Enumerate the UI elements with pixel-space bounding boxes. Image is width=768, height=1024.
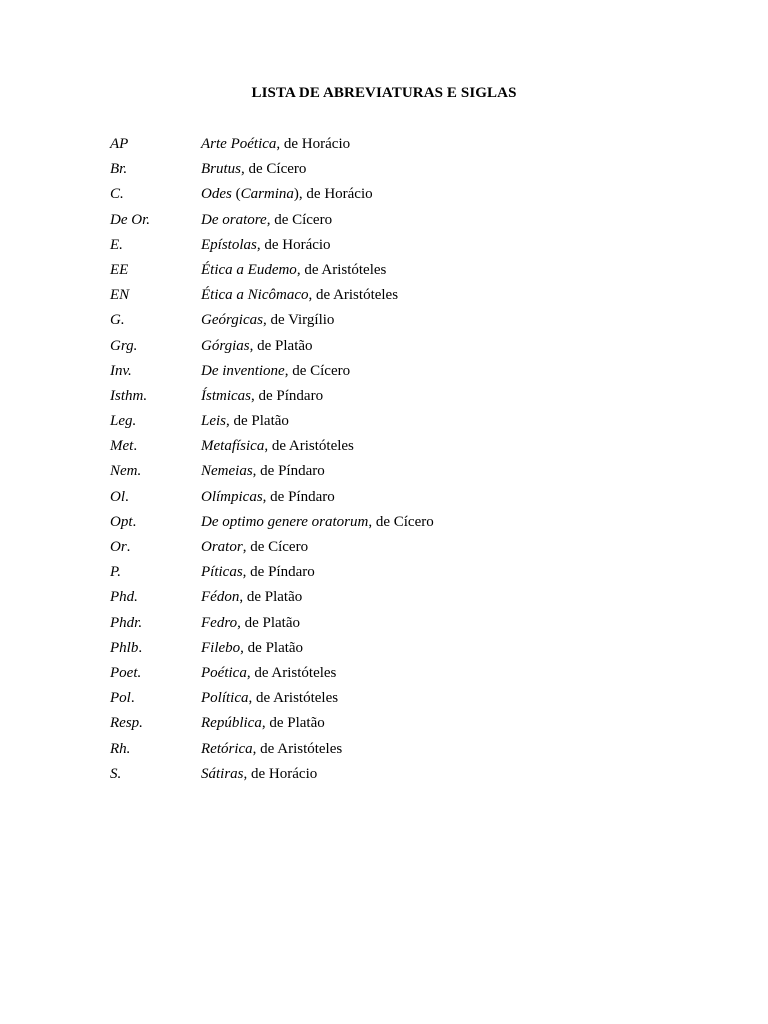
work-author: , de Horácio	[276, 136, 351, 152]
work-title: Arte Poética	[201, 136, 277, 152]
list-item	[110, 462, 670, 487]
work-author: , de Cícero	[266, 211, 333, 228]
work-title: De oratore	[201, 211, 267, 228]
work-description	[201, 362, 350, 387]
abbreviation-text: Nem.	[110, 463, 142, 480]
work-author: , de Horácio	[243, 765, 318, 782]
abbreviation	[110, 437, 201, 462]
abbreviation-text: P.	[110, 564, 121, 581]
work-author: , de Píndaro	[262, 488, 335, 505]
work-description	[201, 311, 334, 336]
work-author: , de Cícero	[368, 513, 434, 530]
work-title: Orator	[201, 539, 243, 555]
list-item	[110, 664, 670, 689]
abbreviation-suffix: .	[138, 639, 143, 656]
abbreviation	[110, 614, 201, 639]
list-item	[110, 362, 670, 387]
work-description	[201, 538, 308, 563]
list-item	[110, 185, 670, 210]
abbreviation	[110, 311, 201, 336]
work-title: Leis	[201, 413, 227, 430]
work-description	[201, 236, 331, 261]
work-description	[201, 462, 325, 487]
abbreviation-list	[110, 135, 670, 790]
work-description	[201, 337, 313, 362]
abbreviation-text: Pol	[110, 690, 131, 707]
list-item	[110, 236, 670, 261]
abbreviation	[110, 160, 201, 185]
work-description	[201, 664, 336, 689]
abbreviation	[110, 689, 201, 714]
abbreviation	[110, 664, 201, 689]
work-title: Política	[201, 690, 249, 707]
work-author: (	[231, 186, 241, 203]
abbreviation	[110, 740, 201, 765]
work-author: , de Platão	[226, 413, 289, 430]
work-title: Ética a Nicômaco	[201, 287, 309, 304]
abbreviation	[110, 211, 201, 236]
work-description	[201, 513, 434, 538]
list-item	[110, 261, 670, 286]
list-item	[110, 412, 670, 437]
work-title: Górgias	[201, 337, 250, 354]
work-description	[201, 563, 315, 588]
abbreviation	[110, 488, 201, 513]
abbreviation-text: Met	[110, 438, 134, 455]
work-title: Ética a Eudemo	[201, 261, 297, 278]
list-item	[110, 437, 670, 462]
list-item	[110, 513, 670, 538]
abbreviation	[110, 765, 201, 790]
work-description	[201, 261, 386, 286]
work-title: Fédon	[201, 589, 240, 606]
work-title: De optimo genere oratorum	[201, 513, 369, 530]
work-author: , de Virgílio	[262, 312, 335, 329]
abbreviation-suffix: .	[132, 513, 137, 530]
abbreviation-suffix: .	[130, 690, 135, 707]
work-description	[201, 614, 300, 639]
work-author: , de Píndaro	[252, 463, 325, 480]
abbreviation-text: Or	[110, 539, 127, 555]
work-description	[201, 286, 398, 311]
work-description	[201, 437, 354, 462]
abbreviation	[110, 387, 201, 412]
abbreviation	[110, 714, 201, 739]
work-title: Metafísica	[201, 438, 265, 455]
list-item	[110, 714, 670, 739]
work-author: , de Aristóteles	[248, 690, 339, 707]
abbreviation-text: Br.	[110, 161, 128, 178]
work-description	[201, 714, 325, 739]
abbreviation	[110, 563, 201, 588]
abbreviation-text: Phd.	[110, 589, 138, 606]
abbreviation	[110, 337, 201, 362]
abbreviation-text: Rh.	[110, 740, 131, 757]
work-author: , de Píndaro	[251, 387, 324, 404]
list-item	[110, 588, 670, 613]
work-author: , de Platão	[237, 614, 301, 631]
work-title: Carmina	[240, 186, 294, 203]
abbreviation-text: Inv.	[110, 362, 132, 379]
abbreviation-text: C.	[110, 186, 124, 203]
list-item	[110, 614, 670, 639]
work-description	[201, 639, 303, 664]
work-title: Sátiras	[201, 765, 244, 782]
abbreviation-suffix: .	[133, 438, 138, 455]
work-title: Odes	[201, 186, 232, 203]
abbreviation	[110, 588, 201, 613]
abbreviation-text: G.	[110, 312, 125, 329]
abbreviation-text: Ol	[110, 488, 125, 505]
work-author: , de Cícero	[242, 539, 309, 555]
abbreviation-text: Poet.	[110, 664, 142, 681]
list-item	[110, 488, 670, 513]
abbreviation-text: Phlb	[110, 639, 139, 656]
work-title: Geórgicas	[201, 312, 263, 329]
abbreviation	[110, 286, 201, 311]
work-title: Epístolas	[201, 236, 257, 253]
list-item	[110, 211, 670, 236]
work-author: , de Platão	[239, 589, 303, 606]
work-author: , de Aristóteles	[246, 664, 337, 681]
abbreviation	[110, 261, 201, 286]
work-author: , de Platão	[249, 337, 313, 354]
work-author: , de Platão	[261, 715, 325, 732]
abbreviation-text: Phdr.	[110, 614, 143, 631]
list-item	[110, 311, 670, 336]
abbreviation-suffix: .	[125, 488, 129, 505]
list-item	[110, 286, 670, 311]
list-item	[110, 135, 670, 160]
work-author: , de Aristóteles	[308, 287, 399, 304]
work-author: , de Platão	[240, 639, 304, 656]
abbreviation	[110, 513, 201, 538]
abbreviation	[110, 538, 201, 563]
work-description	[201, 740, 342, 765]
list-item	[110, 538, 670, 563]
abbreviation	[110, 462, 201, 487]
abbreviation	[110, 135, 201, 160]
abbreviation-text: Resp.	[110, 715, 143, 732]
work-title: Ístmicas	[201, 387, 251, 404]
work-description	[201, 588, 302, 613]
work-title: Fedro	[201, 614, 238, 631]
work-title: República	[201, 715, 262, 732]
list-item	[110, 160, 670, 185]
work-description	[201, 387, 323, 412]
page-title: LISTA DE ABREVIATURAS E SIGLAS	[251, 85, 517, 101]
abbreviation-text: Opt	[110, 513, 133, 530]
work-description	[201, 160, 306, 185]
work-title: Poética	[201, 664, 247, 681]
work-description	[201, 211, 332, 236]
abbreviation-text: S.	[110, 765, 122, 782]
abbreviation-text: EN	[110, 287, 130, 304]
work-author: , de Aristóteles	[252, 740, 343, 757]
list-item	[110, 563, 670, 588]
list-item	[110, 765, 670, 790]
abbreviation	[110, 236, 201, 261]
work-author: , de Aristóteles	[264, 438, 354, 455]
work-author: , de Horácio	[256, 236, 331, 253]
abbreviation-text: Isthm.	[110, 387, 148, 404]
work-author: ), de Horácio	[293, 186, 373, 203]
work-description	[201, 765, 317, 790]
list-item	[110, 740, 670, 765]
work-title: Brutus	[201, 161, 242, 178]
list-item	[110, 639, 670, 664]
work-author: , de Píndaro	[242, 564, 315, 581]
abbreviation	[110, 412, 201, 437]
abbreviation-text: Leg.	[110, 413, 137, 430]
work-description	[201, 135, 350, 160]
work-title: De inventione	[201, 362, 285, 379]
list-item	[110, 337, 670, 362]
work-author: , de Cícero	[284, 362, 351, 379]
abbreviation-suffix: .	[126, 539, 131, 555]
abbreviation	[110, 362, 201, 387]
abbreviation-text: E.	[110, 236, 123, 253]
work-author: , de Cícero	[241, 161, 307, 178]
work-description	[201, 488, 335, 513]
work-title: Píticas	[201, 564, 243, 581]
work-title: Olímpicas	[201, 488, 263, 505]
abbreviation	[110, 639, 201, 664]
work-description	[201, 689, 338, 714]
work-description	[201, 412, 289, 437]
list-item	[110, 689, 670, 714]
work-author: , de Aristóteles	[296, 261, 387, 278]
work-title: Filebo	[201, 639, 241, 656]
list-item	[110, 387, 670, 412]
work-description	[201, 185, 373, 210]
work-title: Retórica	[201, 740, 253, 757]
abbreviation-text: EE	[110, 261, 129, 278]
work-title: Nemeias	[201, 463, 253, 480]
abbreviation-text: AP	[110, 136, 129, 152]
abbreviation	[110, 185, 201, 210]
abbreviation-text: Grg.	[110, 337, 138, 354]
abbreviation-text: De Or.	[110, 211, 150, 228]
